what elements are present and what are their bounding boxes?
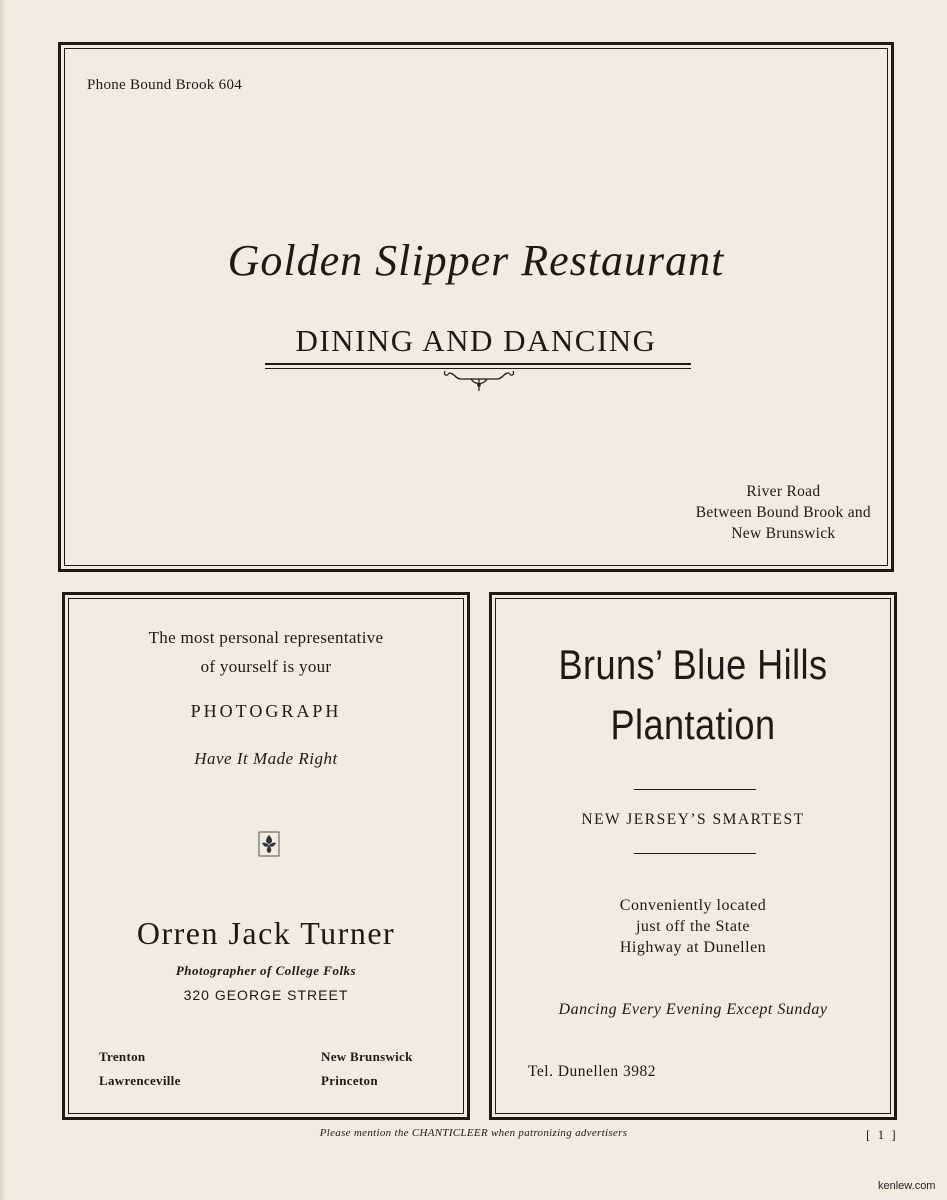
dancing-schedule: Dancing Every Evening Except Sunday — [558, 1001, 828, 1018]
title-line: Bruns’ Blue Hills — [558, 641, 828, 688]
location-line: Conveniently located — [619, 897, 767, 914]
watermark: kenlew.com — [878, 1180, 936, 1192]
plantation-phone: Tel. Dunellen 3982 — [528, 1063, 657, 1080]
plantation-location — [492, 895, 894, 958]
restaurant-address — [696, 481, 871, 544]
scroll-ornament-icon — [441, 367, 517, 397]
restaurant-subtitle: DINING AND DANCING — [295, 323, 657, 358]
made-right-text: Have It Made Right — [194, 749, 338, 768]
footer-note: Please mention the CHANTICLEER when patronizing advertisers — [319, 1127, 628, 1139]
location-line: just off the State — [635, 918, 751, 935]
intro-line: of yourself is your — [200, 657, 332, 676]
photographer-street: 320 GEORGE STREET — [183, 987, 349, 1003]
page-edge — [0, 0, 6, 1200]
location-item: Princeton — [321, 1073, 378, 1088]
location-item: Lawrenceville — [99, 1073, 181, 1088]
locations-right — [321, 1045, 413, 1093]
rule-divider — [634, 789, 756, 790]
floral-ornament-icon — [258, 831, 280, 857]
address-line: Between Bound Brook and — [695, 504, 871, 521]
location-item: New Brunswick — [321, 1049, 413, 1064]
photo-intro — [65, 623, 467, 681]
locations-left — [99, 1045, 181, 1093]
restaurant-title: Golden Slipper Restaurant — [227, 236, 725, 285]
intro-line: The most personal representative — [148, 628, 384, 647]
photographer-name: Orren Jack Turner — [136, 915, 396, 951]
page-number: [ 1 ] — [866, 1127, 898, 1142]
address-line: New Brunswick — [731, 525, 836, 542]
bruns-plantation-ad — [489, 592, 897, 1120]
photographer-tagline: Photographer of College Folks — [175, 963, 357, 978]
rule-divider — [634, 853, 756, 854]
location-item: Trenton — [99, 1049, 146, 1064]
golden-slipper-ad — [58, 42, 894, 572]
address-line: River Road — [746, 483, 821, 500]
plantation-title — [520, 635, 866, 755]
photograph-heading: PHOTOGRAPH — [190, 701, 342, 721]
photographer-ad — [62, 592, 470, 1120]
title-line: Plantation — [610, 701, 776, 748]
smartest-tagline: NEW JERSEY’S SMARTEST — [581, 811, 805, 828]
phone-number: Phone Bound Brook 604 — [87, 77, 243, 93]
location-line: Highway at Dunellen — [619, 939, 767, 956]
